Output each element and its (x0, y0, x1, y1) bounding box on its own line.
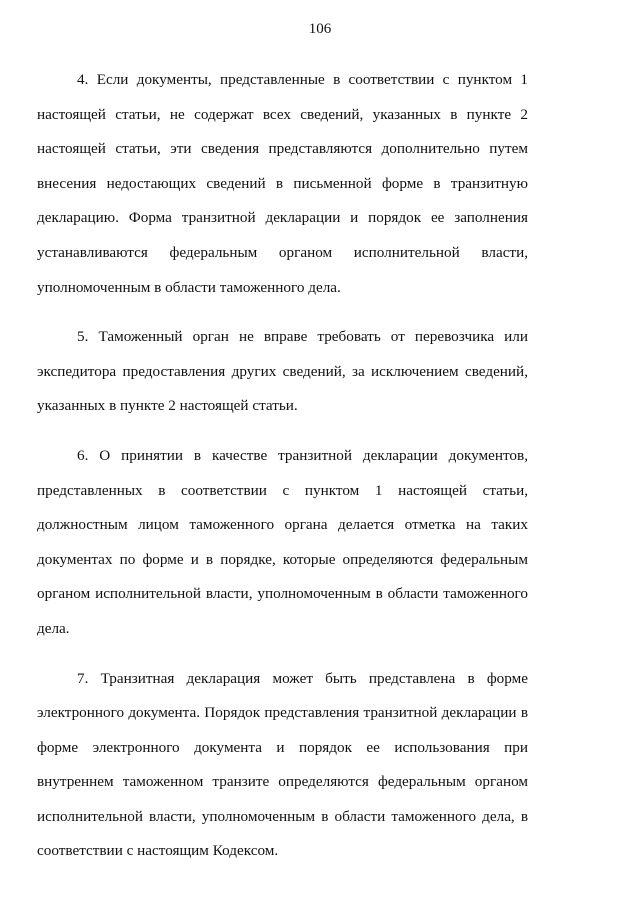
paragraph-7: 7. Транзитная декларация может быть представлена в форме электронного документа. Порядок представления транзитной декларации в форме электронного документа и порядок ее использования при внутреннем таможенном транзите определяются федеральным органом исполнительной власти, уполномоченным в области таможенного дела, в соответствии с настоящим Кодексом. (37, 669, 528, 860)
paragraph-6: 6. О принятии в качестве транзитной декларации документов, представленных в соответствии с пунктом 1 настоящей статьи, должностным лицом таможенного органа делается отметка на таких документах по форме и в порядке, которые определяются федеральным органом исполнительной власти, уполномоченным в области таможенного дела. (37, 446, 528, 637)
paragraph-4: 4. Если документы, представленные в соответствии с пунктом 1 настоящей статьи, не содержат всех сведений, указанных в пункте 2 настоящей статьи, эти сведения представляются дополнительно путем внесения недостающих сведений в письменной форме в транзитную декларацию. Форма транзитной декларации и порядок ее заполнения устанавливаются федеральным органом исполнительной власти, уполномоченным в области таможенного дела. (37, 71, 528, 296)
document-body (37, 63, 528, 869)
paragraph-5: 5. Таможенный орган не вправе требовать от перевозчика или экспедитора предоставления других сведений, за исключением сведений, указанных в пункте 2 настоящей статьи. (37, 328, 528, 415)
page-number: 106 (308, 21, 332, 37)
